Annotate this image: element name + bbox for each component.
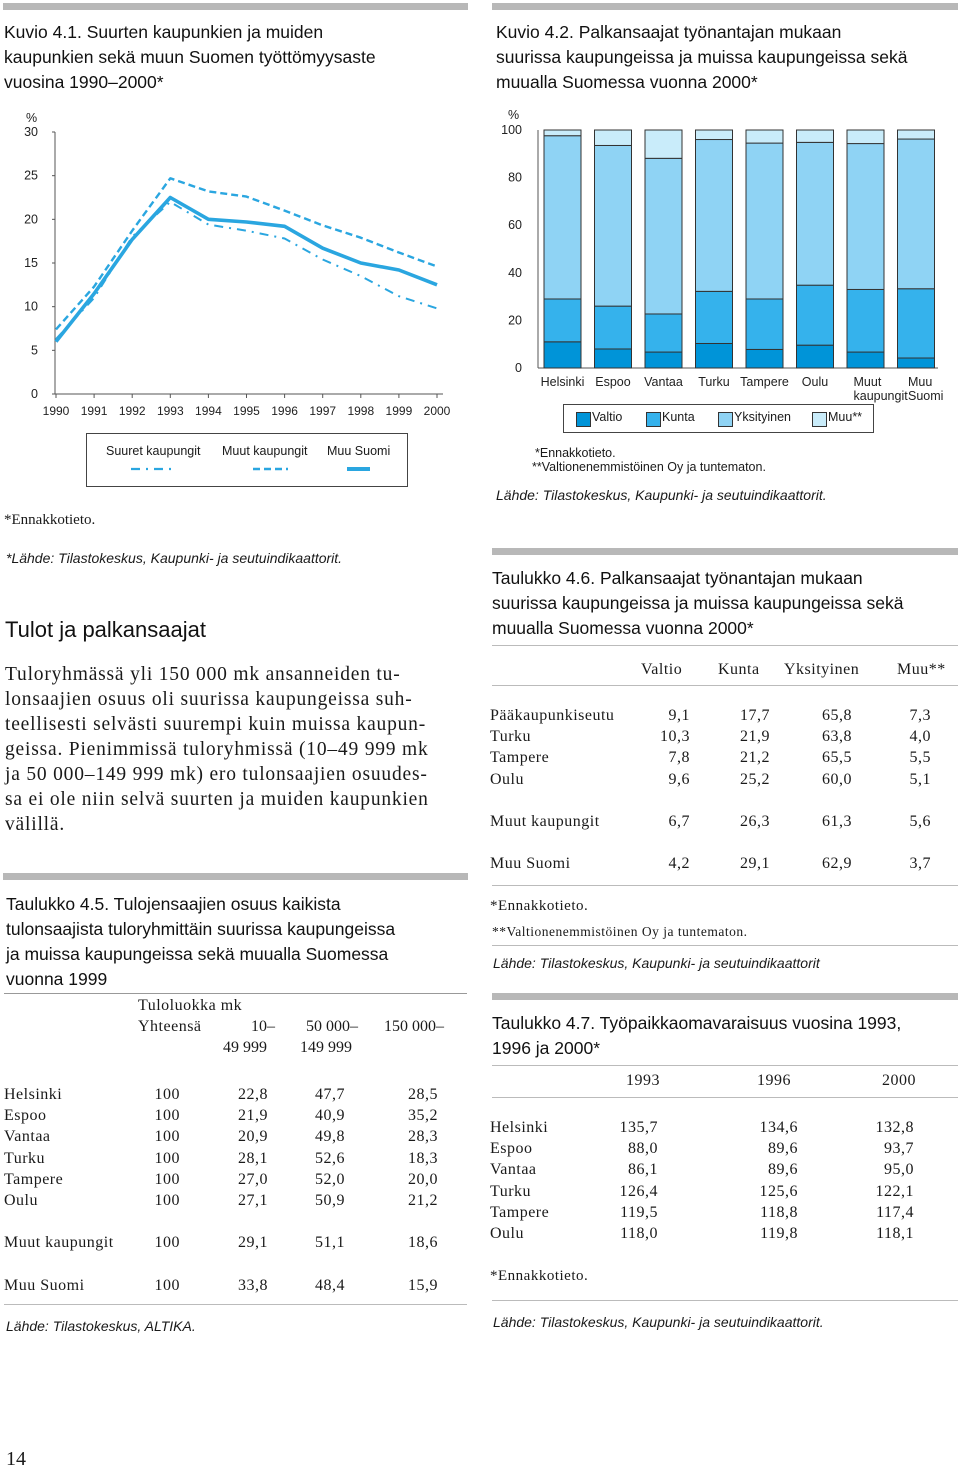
table-cell: 21,9 bbox=[740, 727, 770, 745]
bar-segment-valtio bbox=[746, 349, 783, 368]
article-line: ja 50 000–149 999 mk) ero tulonsaajien osuudes- bbox=[5, 764, 428, 785]
table-cell: 28,5 bbox=[408, 1085, 438, 1103]
table-row bbox=[490, 769, 931, 790]
table-cell: 20,0 bbox=[408, 1170, 438, 1188]
legend-label-suuret: Suuret kaupungit bbox=[106, 444, 201, 458]
table47-head-2000: 2000 bbox=[882, 1072, 916, 1089]
row-label: Vantaa bbox=[490, 1161, 537, 1179]
table-cell: 132,8 bbox=[875, 1118, 914, 1136]
table-cell: 21,2 bbox=[740, 749, 770, 767]
y-unit-label: % bbox=[26, 111, 38, 125]
y-tick-label: 30 bbox=[24, 125, 38, 139]
title-line: Kuvio 4.1. Suurten kaupunkien ja muiden bbox=[4, 22, 324, 42]
unemployment-line-chart bbox=[0, 100, 470, 430]
article-line: teellisesti selvästi suurempi kuin muissa kaupun- bbox=[5, 714, 427, 735]
table46-rule bbox=[492, 548, 958, 555]
table45 bbox=[4, 1084, 438, 1296]
table47-bottom-line bbox=[492, 1300, 958, 1301]
table-cell: 100 bbox=[154, 1192, 180, 1210]
table47-head-1993: 1993 bbox=[626, 1072, 660, 1089]
bar-segment-valtio bbox=[847, 352, 884, 368]
table-cell: 118,1 bbox=[876, 1225, 914, 1243]
table47-head-line bbox=[492, 1097, 958, 1098]
row-label: Turku bbox=[490, 1182, 532, 1200]
bar-segment-valtio bbox=[898, 358, 935, 368]
table-cell: 119,8 bbox=[760, 1225, 798, 1243]
table-row bbox=[490, 1223, 914, 1244]
bar-segment-yksityinen bbox=[746, 143, 783, 299]
table-row bbox=[4, 1084, 438, 1105]
y-tick-label: 20 bbox=[508, 313, 522, 328]
x-tick-label: 1998 bbox=[347, 404, 375, 418]
table-row bbox=[4, 1127, 438, 1148]
table-cell: 17,7 bbox=[740, 706, 770, 724]
row-label: Turku bbox=[4, 1149, 46, 1167]
table-row bbox=[4, 1233, 438, 1254]
row-label: Pääkaupunkiseutu bbox=[490, 706, 615, 724]
table47-head-1996: 1996 bbox=[757, 1072, 791, 1089]
table46-footnote-1: *Ennakkotieto. bbox=[490, 898, 589, 914]
top-rule-left bbox=[3, 3, 468, 10]
bar-segment-muu bbox=[797, 130, 834, 142]
table-cell: 21,9 bbox=[238, 1106, 268, 1124]
x-tick-label: 1992 bbox=[118, 404, 146, 418]
article-line: lonsaajien osuus oli suurissa kaupungeissa suh- bbox=[5, 689, 413, 710]
table46-source: Lähde: Tilastokeskus, Kaupunki- ja seutuindikaattorit bbox=[493, 955, 820, 971]
bar-segment-kunta bbox=[696, 291, 733, 343]
page-number: 14 bbox=[6, 1448, 26, 1470]
bar-segment-muu bbox=[847, 130, 884, 144]
table45-head-c1a: 10– bbox=[251, 1018, 275, 1035]
x-tick-label: Muut bbox=[853, 375, 882, 389]
table-cell: 3,7 bbox=[909, 855, 931, 873]
table-row bbox=[490, 748, 931, 769]
legend-label-muut: Muut kaupungit bbox=[222, 444, 308, 458]
table46-top-line bbox=[492, 645, 958, 646]
table47-footnote: *Ennakkotieto. bbox=[490, 1268, 589, 1284]
table-cell: 6,7 bbox=[668, 812, 690, 830]
table-cell: 29,1 bbox=[238, 1234, 268, 1252]
row-label: Oulu bbox=[4, 1192, 38, 1210]
table-cell: 5,6 bbox=[909, 812, 931, 830]
y-unit-label: % bbox=[508, 108, 520, 122]
employer-stacked-bar-chart bbox=[490, 100, 960, 410]
bar-segment-yksityinen bbox=[544, 136, 581, 299]
table45-bottom-line bbox=[4, 1304, 467, 1305]
article-line: sa ei ole niin selvä suurten ja muiden kaupunkien bbox=[5, 789, 429, 810]
table45-title bbox=[6, 892, 471, 992]
bar-segment-kunta bbox=[847, 289, 884, 352]
y-tick-label: 20 bbox=[24, 212, 38, 227]
table-cell: 5,1 bbox=[909, 770, 931, 788]
title-line: suurissa kaupungeissa ja muissa kaupungeissa sekä bbox=[496, 47, 908, 67]
x-tick-label: 1996 bbox=[271, 404, 298, 418]
x-tick-label: 1991 bbox=[80, 404, 108, 418]
table46-head-kunta: Kunta bbox=[718, 661, 760, 678]
table46-head-yksityinen: Yksityinen bbox=[784, 661, 860, 678]
bar-segment-valtio bbox=[797, 345, 834, 368]
y-tick-label: 0 bbox=[515, 361, 522, 375]
bar-segment-kunta bbox=[595, 306, 632, 349]
table-cell: 40,9 bbox=[315, 1106, 345, 1124]
legend-label-valtio: Valtio bbox=[592, 410, 623, 424]
row-label: Espoo bbox=[4, 1106, 47, 1124]
bar-segment-yksityinen bbox=[696, 140, 733, 292]
bar-segment-kunta bbox=[898, 289, 935, 358]
table-row bbox=[4, 1169, 438, 1190]
right-chart-footnote-1: *Ennakkotieto. bbox=[535, 446, 616, 460]
x-tick-label: 1994 bbox=[195, 404, 222, 418]
table-cell: 28,1 bbox=[238, 1149, 268, 1167]
bar-segment-muu bbox=[645, 130, 682, 158]
x-tick-label: Vantaa bbox=[644, 375, 683, 389]
table-cell: 7,3 bbox=[909, 706, 931, 724]
bar-segment-yksityinen bbox=[847, 144, 884, 290]
bar-segment-kunta bbox=[544, 299, 581, 342]
table-cell: 21,2 bbox=[408, 1192, 438, 1210]
table-row bbox=[490, 1160, 914, 1181]
table-cell: 100 bbox=[154, 1234, 180, 1252]
table-row bbox=[490, 811, 931, 832]
x-tick-label: Suomi bbox=[908, 389, 944, 403]
table45-source: Lähde: Tilastokeskus, ALTIKA. bbox=[6, 1318, 196, 1334]
x-tick-label: Oulu bbox=[801, 375, 829, 389]
row-label: Turku bbox=[490, 727, 532, 745]
x-tick-label: 2000 bbox=[423, 404, 451, 418]
bar-segment-muu bbox=[696, 130, 733, 140]
table-cell: 27,1 bbox=[238, 1192, 268, 1210]
table-cell: 100 bbox=[154, 1106, 180, 1124]
row-label: Helsinki bbox=[4, 1085, 63, 1103]
y-tick-label: 10 bbox=[24, 299, 38, 314]
bar-segment-valtio bbox=[544, 342, 581, 368]
table45-head-c2a: 50 000– bbox=[306, 1018, 358, 1035]
table-cell: 18,6 bbox=[408, 1234, 438, 1252]
table-row bbox=[490, 853, 931, 874]
row-label: Tampere bbox=[490, 1203, 550, 1221]
legend-label-yksityinen: Yksityinen bbox=[734, 410, 791, 424]
table-row bbox=[490, 1181, 914, 1202]
x-tick-label: Tampere bbox=[740, 375, 789, 389]
table-cell: 47,7 bbox=[315, 1085, 345, 1103]
table-cell: 88,0 bbox=[628, 1139, 658, 1157]
table-cell: 100 bbox=[154, 1085, 180, 1103]
row-label: Tampere bbox=[4, 1170, 64, 1188]
table47-title bbox=[492, 1011, 958, 1061]
table45-head-yhteensa: Yhteensä bbox=[138, 1018, 202, 1035]
table-cell: 100 bbox=[154, 1276, 180, 1294]
bar-segment-yksityinen bbox=[898, 139, 935, 289]
line-chart-legend bbox=[86, 433, 408, 487]
table45-head-c3a: 150 000– bbox=[384, 1018, 444, 1035]
legend-swatch-valtio bbox=[576, 412, 591, 427]
bar-segment-muu bbox=[544, 130, 581, 136]
table-cell: 50,9 bbox=[315, 1192, 345, 1210]
table-cell: 48,4 bbox=[315, 1276, 345, 1294]
table-cell: 4,0 bbox=[909, 727, 931, 745]
table-cell: 61,3 bbox=[822, 812, 852, 830]
row-label: Vantaa bbox=[4, 1128, 51, 1146]
title-line: vuonna 1999 bbox=[6, 969, 108, 989]
table-cell: 100 bbox=[154, 1128, 180, 1146]
bar-segment-muu bbox=[595, 130, 632, 145]
table-cell: 9,1 bbox=[668, 706, 690, 724]
x-tick-label: 1990 bbox=[42, 404, 70, 418]
table-cell: 26,3 bbox=[740, 812, 770, 830]
table-row bbox=[4, 1148, 438, 1169]
table-cell: 52,0 bbox=[315, 1170, 345, 1188]
table46-footnote-2: **Valtionenemmistöinen Oy ja tuntematon. bbox=[492, 924, 748, 939]
table46-bottom-line bbox=[492, 885, 958, 886]
table-cell: 7,8 bbox=[668, 749, 690, 767]
table-row bbox=[490, 726, 931, 747]
table-cell: 134,6 bbox=[759, 1118, 798, 1136]
bar-segment-yksityinen bbox=[645, 158, 682, 314]
table-cell: 27,0 bbox=[238, 1170, 268, 1188]
title-line: suurissa kaupungeissa ja muissa kaupungeissa sekä bbox=[492, 593, 904, 613]
table-row bbox=[490, 1117, 914, 1138]
legend-label-muu-suomi: Muu Suomi bbox=[327, 444, 391, 458]
y-tick-label: 100 bbox=[501, 123, 522, 137]
table-row bbox=[490, 1138, 914, 1159]
x-tick-label: 1999 bbox=[385, 404, 413, 418]
left-chart-source: *Lähde: Tilastokeskus, Kaupunki- ja seutuindikaattorit. bbox=[6, 550, 343, 566]
table-cell: 33,8 bbox=[238, 1276, 268, 1294]
table47-source: Lähde: Tilastokeskus, Kaupunki- ja seutuindikaattorit. bbox=[493, 1314, 824, 1330]
article-line: välillä. bbox=[5, 814, 66, 835]
article-line: geissa. Pienimmissä tuloryhmissä (10–49 999 mk bbox=[5, 739, 429, 760]
table-cell: 15,9 bbox=[408, 1276, 438, 1294]
table46-footnote-line bbox=[492, 945, 958, 946]
table46-head-line bbox=[492, 685, 958, 686]
table-cell: 125,6 bbox=[759, 1182, 798, 1200]
series-line-muut-kaupungit bbox=[56, 178, 437, 329]
table-cell: 95,0 bbox=[884, 1161, 914, 1179]
row-label: Helsinki bbox=[490, 1118, 549, 1136]
legend-swatches bbox=[87, 460, 407, 480]
table-cell: 35,2 bbox=[408, 1106, 438, 1124]
figure-4-2-title bbox=[496, 20, 960, 95]
row-label: Espoo bbox=[490, 1139, 533, 1157]
title-line: muualla Suomessa vuonna 2000* bbox=[496, 72, 758, 92]
table46 bbox=[490, 705, 931, 875]
bar-segment-valtio bbox=[696, 343, 733, 368]
x-tick-label: Helsinki bbox=[540, 375, 585, 389]
table-cell: 5,5 bbox=[909, 749, 931, 767]
y-tick-label: 5 bbox=[31, 343, 38, 358]
table46-head-muu: Muu** bbox=[897, 661, 946, 678]
table-cell: 118,0 bbox=[620, 1225, 658, 1243]
bar-segment-kunta bbox=[797, 285, 834, 345]
left-chart-footnote: *Ennakkotieto. bbox=[4, 512, 96, 528]
table-cell: 25,2 bbox=[740, 770, 770, 788]
bar-segment-kunta bbox=[746, 299, 783, 349]
row-label: Tampere bbox=[490, 749, 550, 767]
title-line: Taulukko 4.7. Työpaikkaomavaraisuus vuosina 1993, bbox=[492, 1013, 902, 1033]
y-tick-label: 15 bbox=[24, 256, 38, 270]
title-line: Kuvio 4.2. Palkansaajat työnantajan mukaan bbox=[496, 22, 842, 42]
table-cell: 51,1 bbox=[315, 1234, 345, 1252]
table-row bbox=[4, 1190, 438, 1211]
bar-segment-yksityinen bbox=[595, 145, 632, 306]
table-row bbox=[490, 1202, 914, 1223]
table-cell: 118,8 bbox=[760, 1203, 798, 1221]
title-line: kaupunkien sekä muun Suomen työttömyysaste bbox=[4, 47, 376, 67]
legend-swatch-muu bbox=[812, 412, 827, 427]
bar-segment-muu bbox=[898, 130, 935, 139]
table45-head-tuloluokka: Tuloluokka mk bbox=[138, 997, 243, 1014]
row-label: Muu Suomi bbox=[490, 855, 571, 873]
y-tick-label: 25 bbox=[24, 168, 38, 183]
table45-head-c2b: 149 999 bbox=[300, 1039, 352, 1056]
series-line-muu-suomi bbox=[56, 198, 437, 342]
legend-label-kunta: Kunta bbox=[662, 410, 695, 424]
table-cell: 29,1 bbox=[740, 855, 770, 873]
table-cell: 89,6 bbox=[768, 1161, 798, 1179]
top-rule-right bbox=[492, 3, 958, 10]
y-tick-label: 40 bbox=[508, 265, 522, 280]
x-tick-label: 1995 bbox=[233, 404, 260, 418]
table-cell: 119,5 bbox=[620, 1203, 658, 1221]
table-cell: 135,7 bbox=[619, 1118, 658, 1136]
right-chart-source: Lähde: Tilastokeskus, Kaupunki- ja seutuindikaattorit. bbox=[496, 487, 827, 503]
y-tick-label: 60 bbox=[508, 218, 522, 233]
table45-top-line bbox=[4, 993, 467, 994]
bar-segment-muu bbox=[746, 130, 783, 143]
x-tick-label: 1993 bbox=[156, 404, 184, 418]
y-tick-label: 80 bbox=[508, 170, 522, 185]
table-cell: 52,6 bbox=[315, 1149, 345, 1167]
table-cell: 117,4 bbox=[876, 1203, 914, 1221]
table-row bbox=[4, 1275, 438, 1296]
table-cell: 86,1 bbox=[628, 1161, 658, 1179]
table45-rule bbox=[3, 873, 468, 880]
table47-rule bbox=[492, 993, 958, 1000]
row-label: Muut kaupungit bbox=[490, 812, 600, 830]
bar-segment-kunta bbox=[645, 314, 682, 352]
article-heading: Tulot ja palkansaajat bbox=[5, 617, 206, 642]
table-cell: 122,1 bbox=[875, 1182, 914, 1200]
bar-segment-valtio bbox=[645, 352, 682, 368]
table-cell: 93,7 bbox=[884, 1139, 914, 1157]
table-cell: 18,3 bbox=[408, 1149, 438, 1167]
figure-4-1-title bbox=[4, 20, 474, 95]
table47-top-line bbox=[492, 1065, 958, 1066]
table-cell: 62,9 bbox=[822, 855, 852, 873]
table-cell: 28,3 bbox=[408, 1128, 438, 1146]
bar-chart-legend bbox=[563, 404, 874, 433]
x-tick-label: 1997 bbox=[309, 404, 337, 418]
table-row bbox=[490, 705, 931, 726]
table-cell: 65,8 bbox=[822, 706, 852, 724]
x-tick-label: Muu bbox=[908, 375, 933, 389]
table-row bbox=[4, 1105, 438, 1126]
title-line: tulonsaajista tuloryhmittäin suurissa kaupungeissa bbox=[6, 919, 396, 939]
row-label: Oulu bbox=[490, 770, 524, 788]
title-line: ja muissa kaupungeissa sekä muualla Suomessa bbox=[6, 944, 389, 964]
table-cell: 126,4 bbox=[619, 1182, 658, 1200]
table-cell: 63,8 bbox=[822, 727, 852, 745]
x-tick-label: kaupungit bbox=[853, 389, 908, 403]
article-body bbox=[5, 662, 475, 837]
table46-title bbox=[492, 566, 958, 641]
table-cell: 4,2 bbox=[668, 855, 690, 873]
article-line: Tuloryhmässä yli 150 000 mk ansanneiden tu- bbox=[5, 664, 401, 685]
right-chart-footnote-2: **Valtionenemmistöinen Oy ja tuntematon. bbox=[532, 460, 766, 474]
table-cell: 20,9 bbox=[238, 1128, 268, 1146]
table-cell: 60,0 bbox=[822, 770, 852, 788]
table-cell: 100 bbox=[154, 1170, 180, 1188]
table-cell: 100 bbox=[154, 1149, 180, 1167]
row-label: Oulu bbox=[490, 1225, 524, 1243]
title-line: vuosina 1990–2000* bbox=[4, 72, 164, 92]
title-line: Taulukko 4.6. Palkansaajat työnantajan mukaan bbox=[492, 568, 863, 588]
x-tick-label: Espoo bbox=[595, 375, 631, 389]
row-label: Muu Suomi bbox=[4, 1276, 85, 1294]
legend-swatch-yksityinen bbox=[718, 412, 733, 427]
table-cell: 9,6 bbox=[668, 770, 690, 788]
table-cell: 49,8 bbox=[315, 1128, 345, 1146]
title-line: Taulukko 4.5. Tulojensaajien osuus kaikista bbox=[6, 894, 341, 914]
y-tick-label: 0 bbox=[31, 387, 38, 401]
bar-segment-yksityinen bbox=[797, 142, 834, 285]
table-cell: 65,5 bbox=[822, 749, 852, 767]
title-line: 1996 ja 2000* bbox=[492, 1038, 601, 1058]
row-label: Muut kaupungit bbox=[4, 1234, 114, 1252]
table-cell: 10,3 bbox=[660, 727, 690, 745]
title-line: muualla Suomessa vuonna 2000* bbox=[492, 618, 754, 638]
bar-segment-valtio bbox=[595, 349, 632, 368]
legend-swatch-kunta bbox=[646, 412, 661, 427]
legend-label-muu: Muu** bbox=[828, 410, 863, 424]
x-tick-label: Turku bbox=[698, 375, 730, 389]
table-cell: 89,6 bbox=[768, 1139, 798, 1157]
table45-head-c1b: 49 999 bbox=[223, 1039, 267, 1056]
table47 bbox=[490, 1117, 914, 1245]
table-cell: 22,8 bbox=[238, 1085, 268, 1103]
table46-head-valtio: Valtio bbox=[641, 661, 683, 678]
